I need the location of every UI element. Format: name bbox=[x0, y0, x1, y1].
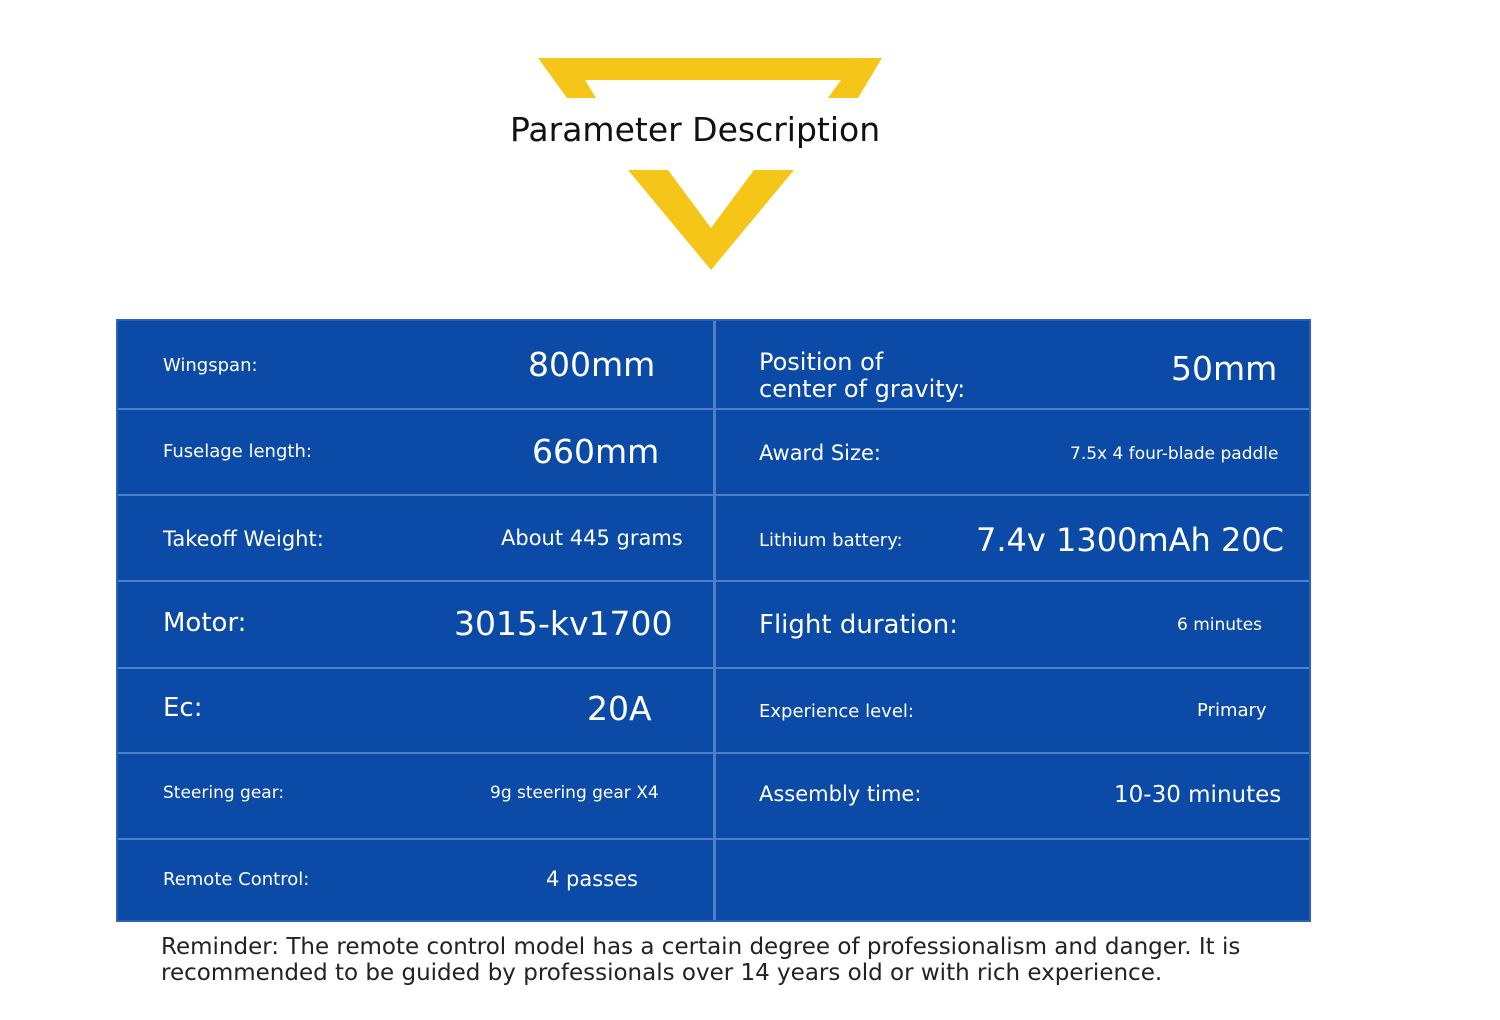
table-row bbox=[118, 669, 1309, 755]
spec-label-lithium-battery: Lithium battery: bbox=[759, 530, 903, 551]
table-row bbox=[118, 840, 1309, 926]
spec-value-assembly-time: 10-30 minutes bbox=[1114, 782, 1282, 808]
spec-label-ec: Ec: bbox=[163, 693, 203, 723]
spec-value-remote-control: 4 passes bbox=[546, 867, 638, 891]
page-title: Parameter Description bbox=[510, 110, 881, 149]
table-row bbox=[118, 321, 1309, 407]
down-arrow-icon bbox=[628, 170, 794, 270]
spec-label-center-of-gravity: Position of center of gravity: bbox=[759, 348, 966, 403]
title-decoration bbox=[0, 0, 1500, 300]
spec-table bbox=[116, 319, 1311, 922]
spec-value-center-of-gravity: 50mm bbox=[1171, 349, 1278, 388]
spec-label-fuselage-length: Fuselage length: bbox=[163, 441, 312, 462]
spec-label-flight-duration: Flight duration: bbox=[759, 610, 959, 640]
spec-label-wingspan: Wingspan: bbox=[163, 355, 258, 376]
reminder-text: Reminder: The remote control model has a certain degree of professionalism and danger. It is recommended to be guided by professionals over 14 years old or with rich experience. bbox=[161, 934, 1241, 986]
spec-value-motor: 3015-kv1700 bbox=[454, 604, 673, 643]
spec-value-ec: 20A bbox=[587, 689, 652, 728]
spec-value-steering-gear: 9g steering gear X4 bbox=[490, 783, 659, 803]
table-row bbox=[118, 496, 1309, 582]
spec-label-assembly-time: Assembly time: bbox=[759, 782, 922, 806]
spec-value-experience-level: Primary bbox=[1197, 700, 1267, 721]
table-row bbox=[118, 582, 1309, 668]
spec-value-lithium-battery: 7.4v 1300mAh 20C bbox=[976, 521, 1285, 559]
spec-label-award-size: Award Size: bbox=[759, 441, 882, 465]
table-row bbox=[118, 754, 1309, 840]
spec-value-wingspan: 800mm bbox=[528, 345, 656, 384]
spec-value-flight-duration: 6 minutes bbox=[1177, 615, 1263, 635]
spec-label-steering-gear: Steering gear: bbox=[163, 783, 285, 803]
spec-label-remote-control: Remote Control: bbox=[163, 869, 310, 890]
spec-label-takeoff-weight: Takeoff Weight: bbox=[163, 527, 324, 551]
spec-value-award-size: 7.5x 4 four-blade paddle bbox=[1070, 444, 1279, 464]
top-chevron-shape bbox=[538, 58, 882, 98]
table-row bbox=[118, 410, 1309, 496]
spec-value-takeoff-weight: About 445 grams bbox=[501, 526, 683, 550]
spec-value-fuselage-length: 660mm bbox=[532, 432, 660, 471]
spec-label-experience-level: Experience level: bbox=[759, 701, 914, 722]
spec-label-motor: Motor: bbox=[163, 608, 247, 638]
